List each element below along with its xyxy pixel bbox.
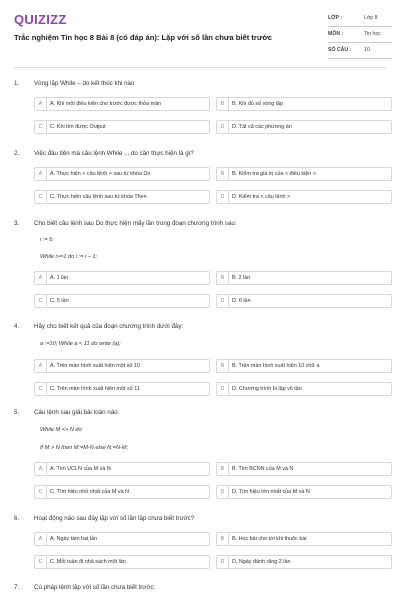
option-d[interactable] <box>216 294 392 308</box>
code-line: a :=10; While a < 11 do write (a); <box>40 341 121 347</box>
meta-divider <box>328 42 392 43</box>
header-divider <box>14 67 386 68</box>
option-c[interactable] <box>34 294 210 308</box>
option-b[interactable] <box>216 97 392 111</box>
option-text: D. Ngày đánh răng 2 lần <box>232 559 291 565</box>
meta-class-value: Lớp 8 <box>364 15 378 21</box>
option-text: C. Trên màn hình xuất hiện một số 11 <box>50 386 140 392</box>
page-header <box>0 0 400 68</box>
option-letter: C <box>35 121 47 133</box>
option-letter: D <box>217 486 229 498</box>
question-number: 7. <box>14 584 20 591</box>
meta-count-label: SỐ CÂU : <box>328 47 352 53</box>
option-b[interactable] <box>216 532 392 546</box>
option-letter: D <box>217 556 229 568</box>
option-d[interactable] <box>216 120 392 134</box>
meta-subject-value: Tin học <box>364 31 381 37</box>
option-letter: B <box>217 168 229 180</box>
option-text: A. Ngày tám hai lần <box>50 536 98 542</box>
question-text: Cú pháp lệnh lặp với số lần chưa biết trước: <box>34 584 156 591</box>
option-letter: D <box>217 383 229 395</box>
option-text: C. Khi tìm được Output <box>50 124 106 130</box>
option-c[interactable] <box>34 120 210 134</box>
option-letter: B <box>217 463 229 475</box>
option-text: B. Khi đủ số vòng lặp <box>232 101 283 107</box>
option-letter: B <box>217 98 229 110</box>
option-a[interactable] <box>34 271 210 285</box>
option-c[interactable] <box>34 555 210 569</box>
option-letter: C <box>35 556 47 568</box>
option-letter: A <box>35 272 47 284</box>
question-number: 1. <box>14 80 20 87</box>
option-a[interactable] <box>34 462 210 476</box>
meta-count-value: 10 <box>364 47 370 53</box>
question-number: 6. <box>14 515 20 522</box>
question-text: Cho biết câu lệnh sau Do thực hiện mấy lần trong đoạn chương trình sau: <box>34 220 237 227</box>
option-d[interactable] <box>216 555 392 569</box>
option-letter: B <box>217 272 229 284</box>
option-text: B. Tìm BCNN của M và N <box>232 466 294 472</box>
option-letter: A <box>35 533 47 545</box>
question-text: Hoạt động nào sau đây lặp với số lần lặp chưa biết trước? <box>34 515 195 522</box>
quizizz-logo: QUIZIZZ <box>14 12 67 27</box>
question-text: Vòng lặp While – do kết thúc khi nào <box>34 80 135 87</box>
question-number: 5. <box>14 409 20 416</box>
question-number: 3. <box>14 220 20 227</box>
option-b[interactable] <box>216 271 392 285</box>
question-text: Hãy cho biết kết quả của đoạn chương trình dưới đây: <box>34 323 184 330</box>
code-line: While i>=1 do i := i – 1; <box>40 254 98 260</box>
option-text: A. Thực hiện < câu lệnh > sau từ khóa Do <box>50 171 151 177</box>
option-letter: A <box>35 360 47 372</box>
option-text: A. Tìm UCLN của M và N <box>50 466 111 472</box>
option-text: C. Thực hiện câu lệnh sau từ khóa Then <box>50 194 147 200</box>
option-letter: D <box>217 295 229 307</box>
option-a[interactable] <box>34 167 210 181</box>
option-text: D. Tìm hiệu lớn nhất của M và N <box>232 489 310 495</box>
option-c[interactable] <box>34 382 210 396</box>
option-text: D. Kiểm tra < câu lệnh > <box>232 194 291 200</box>
code-line: i := 5; <box>40 237 54 243</box>
option-a[interactable] <box>34 359 210 373</box>
option-letter: D <box>217 191 229 203</box>
option-letter: A <box>35 168 47 180</box>
option-a[interactable] <box>34 532 210 546</box>
question-number: 2. <box>14 150 20 157</box>
option-d[interactable] <box>216 485 392 499</box>
option-letter: B <box>217 533 229 545</box>
meta-subject <box>328 29 392 43</box>
option-text: D. Tất cả các phương án <box>232 124 292 130</box>
meta-class <box>328 13 392 27</box>
meta-divider <box>328 26 392 27</box>
option-letter: C <box>35 295 47 307</box>
meta-subject-label: MÔN : <box>328 31 344 37</box>
option-text: C. Mỗi tuần đi nhà sách một lần <box>50 559 126 565</box>
option-text: A. Khi một điều kiện cho trước được thỏa mãn <box>50 101 162 107</box>
code-line: While M <> N do <box>40 427 82 433</box>
option-text: B. Kiểm tra giá trị của < điều kiện > <box>232 171 316 177</box>
option-text: B. Trên màn hình xuất hiện 10 chữ a <box>232 363 320 369</box>
option-c[interactable] <box>34 485 210 499</box>
option-letter: D <box>217 121 229 133</box>
page-title: Trắc nghiệm Tin học 8 Bài 8 (có đáp án): Lặp với số lần chưa biết trước <box>14 33 272 42</box>
option-letter: C <box>35 383 47 395</box>
code-line: If M > N then M:=M-N else N:=N-M; <box>40 445 129 451</box>
option-d[interactable] <box>216 190 392 204</box>
option-letter: B <box>217 360 229 372</box>
option-c[interactable] <box>34 190 210 204</box>
question-text: Câu lệnh sau giải bài toán nào: <box>34 409 120 416</box>
option-text: C. 5 lần <box>50 298 69 304</box>
meta-class-label: LỚP : <box>328 15 343 21</box>
option-letter: C <box>35 191 47 203</box>
option-a[interactable] <box>34 97 210 111</box>
option-b[interactable] <box>216 167 392 181</box>
option-text: B. Học bài cho tới khi thuộc bài <box>232 536 307 542</box>
meta-divider <box>328 58 392 59</box>
option-text: B. 2 lần <box>232 275 251 281</box>
option-b[interactable] <box>216 359 392 373</box>
question-number: 4. <box>14 323 20 330</box>
meta-count <box>328 45 392 59</box>
option-text: C. Tìm hiệu nhỏ nhất của M và N <box>50 489 130 495</box>
option-letter: A <box>35 98 47 110</box>
option-letter: C <box>35 486 47 498</box>
option-text: A. 1 lần <box>50 275 69 281</box>
option-b[interactable] <box>216 462 392 476</box>
question-text: Việc đầu tiên mà câu lệnh While ... do cần thực hiện là gì? <box>34 150 194 157</box>
option-text: D. 6 lần <box>232 298 251 304</box>
option-text: A. Trên màn hình xuất hiện một số 10 <box>50 363 140 369</box>
option-letter: A <box>35 463 47 475</box>
option-text: D. Chương trình bị lặp vô tận <box>232 386 302 392</box>
option-d[interactable] <box>216 382 392 396</box>
